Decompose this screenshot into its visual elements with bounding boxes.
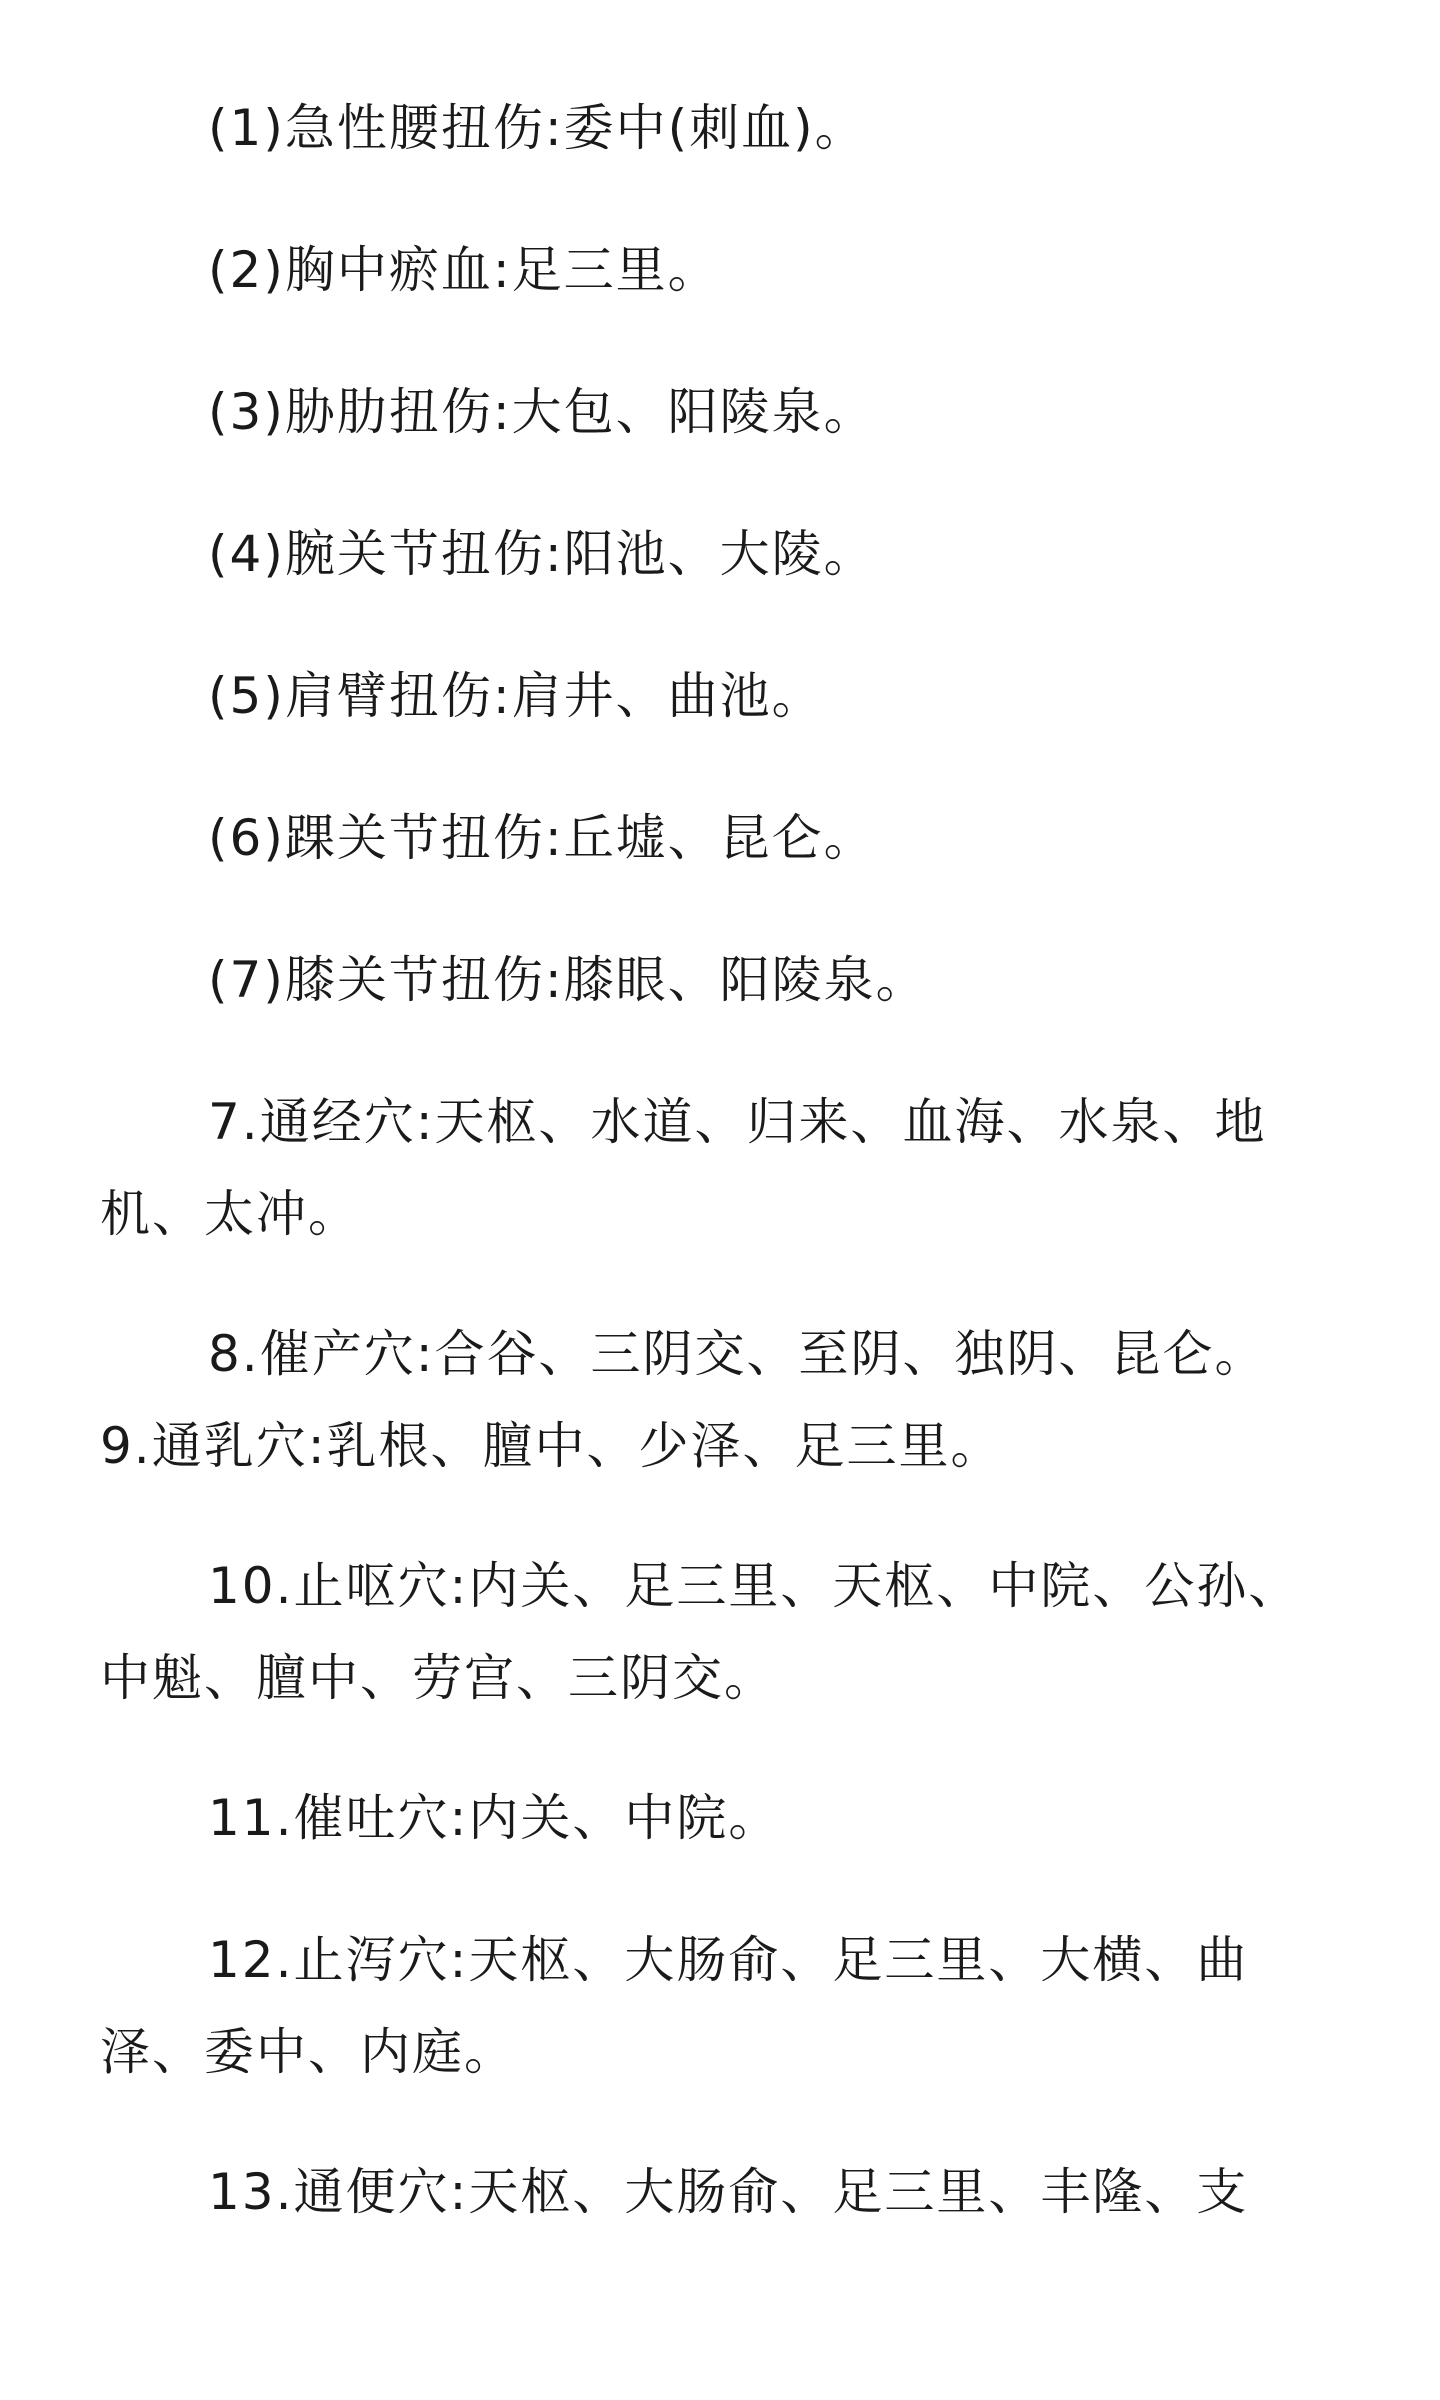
paragraph-line <box>100 934 1360 1026</box>
paragraph-line <box>100 1540 1360 1632</box>
paragraph-8 <box>100 1076 1360 1260</box>
line-text: (3)胁肋扭伤:大包、阳陵泉。 <box>208 383 876 441</box>
paragraph-10 <box>100 1540 1360 1724</box>
paragraph-line <box>100 366 1360 458</box>
paragraph-line <box>100 1632 1360 1724</box>
paragraph-7 <box>100 934 1360 1026</box>
paragraph-13 <box>100 2146 1360 2238</box>
paragraph-12 <box>100 1914 1360 2098</box>
line-text: (6)踝关节扭伤:丘墟、昆仑。 <box>208 809 876 867</box>
paragraph-line <box>100 82 1360 174</box>
paragraph-line <box>100 1076 1360 1168</box>
paragraph-11 <box>100 1772 1360 1864</box>
paragraph-line <box>100 224 1360 316</box>
paragraph-5 <box>100 650 1360 742</box>
paragraph-6 <box>100 792 1360 884</box>
paragraph-1 <box>100 82 1360 174</box>
line-text: (1)急性腰扭伤:委中(刺血)。 <box>208 99 867 157</box>
paragraph-line <box>100 2146 1360 2238</box>
line-text: (2)胸中瘀血:足三里。 <box>208 241 720 299</box>
line-text: 12.止泻穴:天枢、大肠俞、足三里、大横、曲 <box>208 1931 1249 1989</box>
paragraph-line <box>100 508 1360 600</box>
line-text: 7.通经穴:天枢、水道、归来、血海、水泉、地 <box>208 1093 1267 1151</box>
line-text: (5)肩臂扭伤:肩井、曲池。 <box>208 667 824 725</box>
line-text: 机、太冲。 <box>100 1185 360 1243</box>
line-text: 中魁、膻中、劳宫、三阴交。 <box>100 1649 776 1707</box>
paragraph-2 <box>100 224 1360 316</box>
line-text: 8.催产穴:合谷、三阴交、至阴、独阴、昆仑。 <box>208 1325 1267 1383</box>
line-text: (7)膝关节扭伤:膝眼、阳陵泉。 <box>208 951 928 1009</box>
paragraph-3 <box>100 366 1360 458</box>
paragraph-line <box>100 792 1360 884</box>
paragraph-line <box>100 1914 1360 2006</box>
paragraph-line <box>100 2006 1360 2098</box>
line-text: 10.止呕穴:内关、足三里、天枢、中院、公孙、 <box>208 1557 1301 1615</box>
paragraph-line <box>100 1772 1360 1864</box>
paragraph-line <box>100 1400 1360 1492</box>
line-text: 11.催吐穴:内关、中院。 <box>208 1789 781 1847</box>
paragraph-line <box>100 650 1360 742</box>
paragraph-line <box>100 1168 1360 1260</box>
line-text: (4)腕关节扭伤:阳池、大陵。 <box>208 525 876 583</box>
paragraph-4 <box>100 508 1360 600</box>
paragraph-line <box>100 1308 1360 1400</box>
line-text: 9.通乳穴:乳根、膻中、少泽、足三里。 <box>100 1417 1003 1475</box>
line-text: 13.通便穴:天枢、大肠俞、足三里、丰隆、支 <box>208 2163 1249 2221</box>
line-text: 泽、委中、内庭。 <box>100 2023 516 2081</box>
paragraph-9 <box>100 1308 1360 1492</box>
